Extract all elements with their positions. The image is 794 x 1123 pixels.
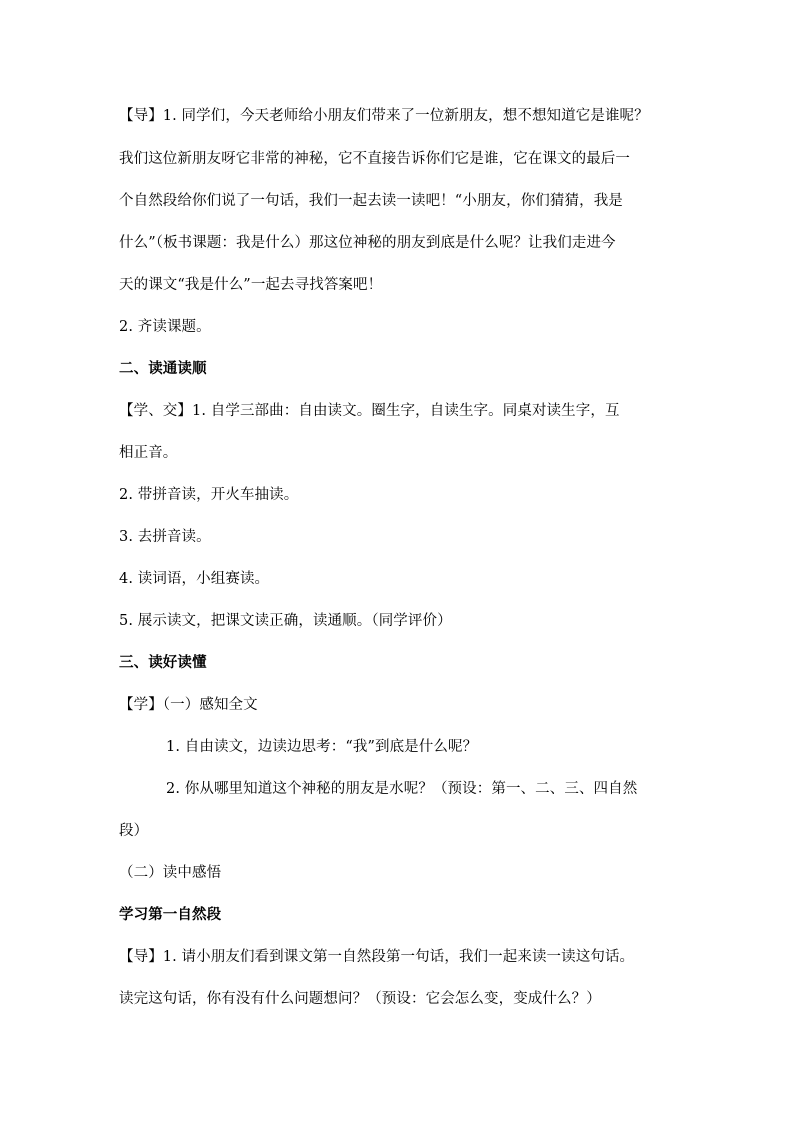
section-heading: 二、读通读顺 [119,361,207,377]
paragraph-line: 1. 自由读文，边读边思考：“我”到底是什么呢？ [166,739,478,755]
paragraph-line: 2. 带拼音读，开火车抽读。 [119,487,299,503]
paragraph-line: 读完这句话，你有没有什么问题想问？（预设：它会怎么变，变成什么？） [119,991,601,1007]
paragraph-line: 【导】1. 请小朋友们看到课文第一自然段第一句话，我们一起来读一读这句话。 [119,949,635,965]
paragraph-line: 个自然段给你们说了一句话，我们一起去读一读吧！“小朋友，你们猜猜，我是 [119,193,623,209]
paragraph-line: 2. 齐读课题。 [119,319,211,335]
paragraph-line: 我们这位新朋友呀它非常的神秘，它不直接告诉你们它是谁，它在课文的最后一 [119,151,630,167]
paragraph-line: 【学、交】1. 自学三部曲：自由读文。圈生字，自读生字。同桌对读生字，互 [119,403,620,419]
paragraph-line: 天的课文“我是什么”一起去寻找答案吧！ [119,277,383,293]
paragraph-line: 【导】1. 同学们，今天老师给小朋友们带来了一位新朋友，想不想知道它是谁呢？ [119,108,649,124]
paragraph-line: 5. 展示读文，把课文读正确，读通顺。（同学评价） [119,613,452,629]
paragraph-line: 段） [119,823,149,839]
paragraph-line: 2. 你从哪里知道这个神秘的朋友是水呢？（预设：第一、二、三、四自然 [166,781,638,797]
section-heading: 学习第一自然段 [119,907,222,923]
paragraph-line: 4. 读词语，小组赛读。 [119,571,270,587]
section-heading: 三、读好读懂 [119,655,207,671]
paragraph-line: 相正音。 [119,445,178,461]
paragraph-line: 【学】（一）感知全文 [119,697,258,713]
paragraph-line: 3. 去拼音读。 [119,529,211,545]
paragraph-line: 什么”（板书课题：我是什么）那这位神秘的朋友到底是什么呢？让我们走进今 [119,235,616,251]
paragraph-line: （二）读中感悟 [119,865,222,881]
